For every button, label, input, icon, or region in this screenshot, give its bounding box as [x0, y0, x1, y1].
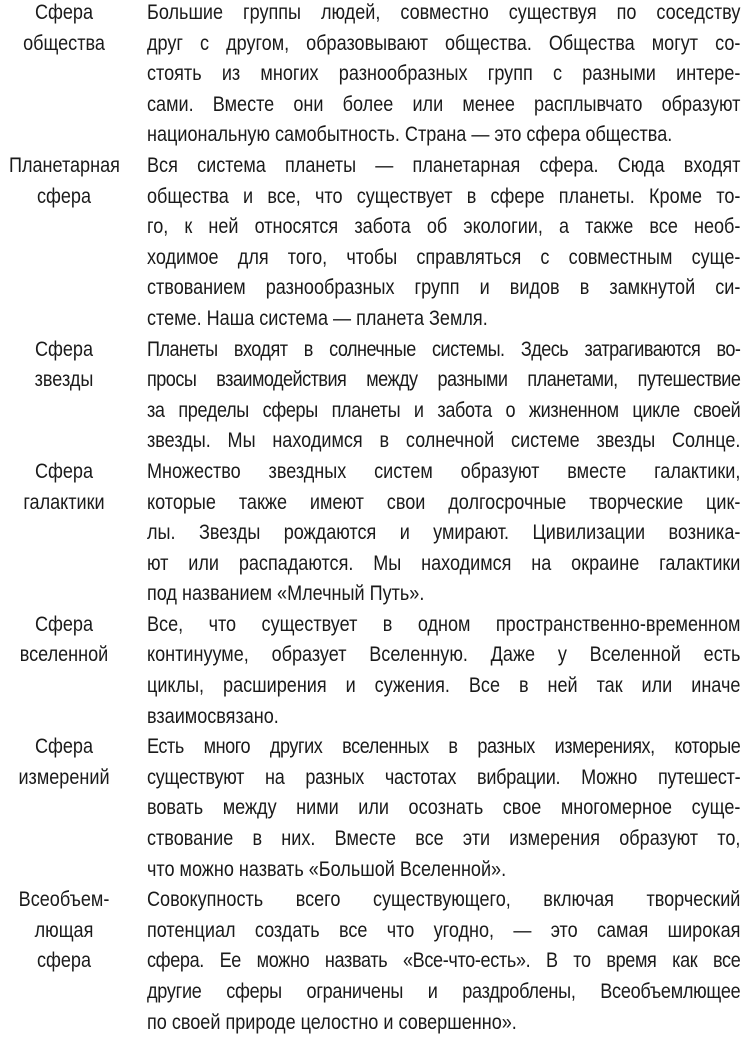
- term-line: Сфера: [34, 735, 94, 759]
- definition-line: Планеты входят в солнечные системы. Здесь затрагиваются во-: [147, 337, 741, 361]
- definition-line: ют или распадаются. Мы находимся на окраине галактики: [147, 551, 741, 575]
- definition-line: общества и все, что существует в сфере планеты. Кроме то-: [147, 184, 741, 208]
- term: [9, 457, 119, 518]
- definition-line: звезды. Мы находимся в солнечной системе звезды Солнце.: [147, 429, 741, 453]
- definition-line: стоять из многих разнообразных групп с разными интере-: [147, 62, 741, 86]
- definition: [147, 335, 741, 457]
- definition-line: друг с другом, образовывают общества. Общества могут со-: [147, 31, 741, 55]
- definition-line: Совокупность всего существующего, включая творческий: [147, 888, 741, 912]
- term-line: звезды: [34, 368, 94, 392]
- definition-line: лы. Звезды рождаются и умирают. Цивилизации возника-: [147, 521, 741, 545]
- definition-line: взаимосвязано.: [147, 704, 279, 728]
- term: [9, 335, 119, 396]
- definition-line: ствование в них. Вместе все эти измерения образуют то,: [147, 827, 741, 851]
- definition-line: континууме, образует Вселенную. Даже у Вселенной есть: [147, 643, 741, 667]
- definition: [147, 151, 741, 335]
- term: [9, 0, 119, 59]
- definition: [147, 457, 741, 610]
- definition-line: ствованием разнообразных групп и видов в замкнутой си-: [147, 276, 741, 300]
- definition-line: под названием «Млечный Путь».: [147, 582, 425, 606]
- term-line: общества: [23, 31, 105, 55]
- definition-line: потенциал создать все что угодно, — это самая широкая: [147, 918, 741, 942]
- term-line: лющая: [34, 918, 94, 942]
- definition-line: другие сферы ограничены и раздроблены, Всеобъемлющее: [147, 980, 741, 1003]
- term-line: Всеобъем-: [18, 888, 110, 912]
- definition: [147, 0, 741, 151]
- entry-all-encompassing-sphere: [0, 885, 741, 1038]
- term-line: Сфера: [34, 612, 94, 636]
- definition-line: го, к ней относятся забота об экологии, а также все необ-: [147, 215, 741, 239]
- term-line: галактики: [23, 490, 105, 514]
- term-line: сфера: [36, 184, 92, 208]
- term-line: Планетарная: [8, 153, 120, 177]
- term-line: сфера: [36, 949, 92, 973]
- term-line: Сфера: [34, 459, 94, 483]
- definition-line: национальную самобытность. Страна — это сфера общества.: [147, 123, 673, 147]
- definition-line: вовать между ними или осознать свое многомерное суще-: [147, 796, 741, 820]
- term-line: Сфера: [34, 337, 94, 361]
- definition-line: которые также имеют свои долгосрочные творческие цик-: [147, 490, 741, 514]
- entry-society-sphere: [0, 0, 741, 151]
- definition-line: циклы, расширения и сужения. Все в ней так или иначе: [147, 674, 741, 698]
- definition-line: сами. Вместе они более или менее расплывчато образуют: [147, 92, 741, 116]
- definition-line: Все, что существует в одном пространственно-временном: [147, 612, 741, 636]
- definition-line: стеме. Наша система — планета Земля.: [147, 306, 488, 330]
- definition-line: ходимое для того, чтобы справляться с совместным суще-: [147, 245, 741, 269]
- definition: [147, 610, 741, 732]
- definition-line: существуют на разных частотах вибрации. Можно путешест-: [147, 765, 741, 789]
- term-line: вселенной: [19, 643, 109, 667]
- definition-line: что можно назвать «Большой Вселенной».: [147, 857, 507, 881]
- definition-line: по своей природе целостно и совершенно».: [147, 1010, 517, 1034]
- definition: [147, 885, 741, 1038]
- definition-line: Есть много других вселенных в разных измерениях, которые: [147, 735, 741, 759]
- entry-planetary-sphere: [0, 151, 741, 335]
- definition: [147, 732, 741, 885]
- entry-dimensions-sphere: [0, 732, 741, 885]
- definition-line: Большие группы людей, совместно существуя по соседству: [147, 1, 741, 24]
- definition-line: сфера. Ее можно назвать «Все-что-есть». В то время как все: [147, 949, 741, 973]
- term: [9, 151, 119, 212]
- entry-universe-sphere: [0, 610, 741, 732]
- term: [9, 610, 119, 671]
- term-line: Сфера: [34, 1, 94, 24]
- definition-line: Множество звездных систем образуют вместе галактики,: [147, 459, 741, 483]
- entry-star-sphere: [0, 335, 741, 457]
- term-line: измерений: [18, 765, 110, 789]
- definition-line: Вся система планеты — планетарная сфера. Сюда входят: [147, 153, 741, 177]
- term: [9, 885, 119, 977]
- definition-line: за пределы сферы планеты и забота о жизненном цикле своей: [147, 398, 741, 422]
- entry-galaxy-sphere: [0, 457, 741, 610]
- term: [9, 732, 119, 793]
- definition-line: просы взаимодействия между разными планетами, путешествие: [147, 368, 741, 392]
